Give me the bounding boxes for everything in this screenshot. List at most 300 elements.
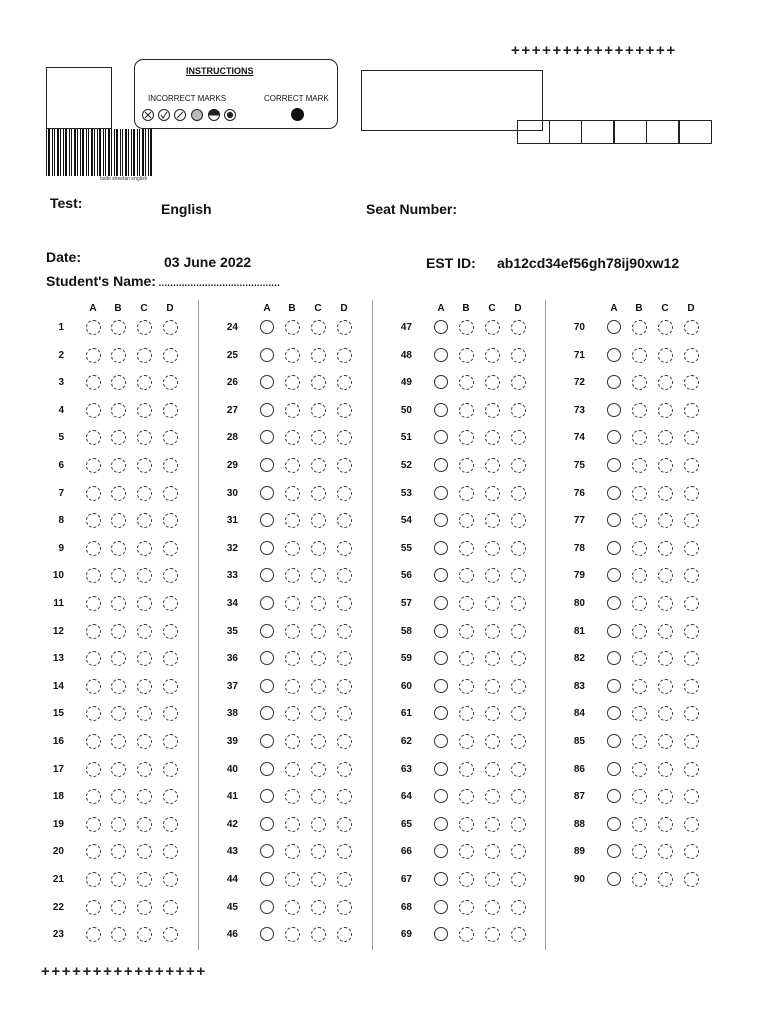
answer-bubble-a[interactable] — [260, 430, 274, 444]
answer-bubble-c[interactable] — [485, 348, 500, 363]
answer-bubble-c[interactable] — [658, 430, 673, 445]
answer-bubble-d[interactable] — [163, 872, 178, 887]
answer-bubble-d[interactable] — [684, 624, 699, 639]
answer-bubble-b[interactable] — [285, 679, 300, 694]
answer-bubble-b[interactable] — [285, 927, 300, 942]
answer-bubble-b[interactable] — [459, 817, 474, 832]
answer-bubble-a[interactable] — [260, 458, 274, 472]
answer-bubble-d[interactable] — [163, 900, 178, 915]
answer-bubble-a[interactable] — [86, 375, 101, 390]
answer-bubble-a[interactable] — [86, 430, 101, 445]
answer-bubble-b[interactable] — [459, 320, 474, 335]
seat-digit-box[interactable] — [549, 120, 582, 144]
answer-bubble-a[interactable] — [86, 762, 101, 777]
answer-bubble-b[interactable] — [111, 486, 126, 501]
answer-bubble-d[interactable] — [337, 789, 352, 804]
answer-bubble-b[interactable] — [459, 596, 474, 611]
answer-bubble-c[interactable] — [485, 706, 500, 721]
answer-bubble-c[interactable] — [311, 817, 326, 832]
answer-bubble-b[interactable] — [459, 541, 474, 556]
answer-bubble-b[interactable] — [285, 320, 300, 335]
answer-bubble-c[interactable] — [137, 430, 152, 445]
answer-bubble-a[interactable] — [260, 789, 274, 803]
answer-bubble-d[interactable] — [684, 513, 699, 528]
answer-bubble-d[interactable] — [337, 375, 352, 390]
answer-bubble-a[interactable] — [434, 348, 448, 362]
answer-bubble-a[interactable] — [260, 568, 274, 582]
answer-bubble-c[interactable] — [137, 458, 152, 473]
answer-bubble-c[interactable] — [311, 900, 326, 915]
answer-bubble-d[interactable] — [337, 430, 352, 445]
answer-bubble-a[interactable] — [86, 486, 101, 501]
answer-bubble-c[interactable] — [137, 348, 152, 363]
answer-bubble-c[interactable] — [485, 541, 500, 556]
answer-bubble-a[interactable] — [434, 568, 448, 582]
answer-bubble-b[interactable] — [459, 900, 474, 915]
answer-bubble-b[interactable] — [111, 872, 126, 887]
answer-bubble-c[interactable] — [485, 624, 500, 639]
answer-bubble-c[interactable] — [311, 762, 326, 777]
answer-bubble-d[interactable] — [684, 706, 699, 721]
answer-bubble-b[interactable] — [632, 844, 647, 859]
answer-bubble-c[interactable] — [137, 706, 152, 721]
answer-bubble-c[interactable] — [485, 320, 500, 335]
answer-bubble-d[interactable] — [163, 927, 178, 942]
answer-bubble-d[interactable] — [163, 486, 178, 501]
answer-bubble-b[interactable] — [459, 679, 474, 694]
answer-bubble-c[interactable] — [137, 375, 152, 390]
answer-bubble-c[interactable] — [658, 320, 673, 335]
answer-bubble-b[interactable] — [285, 458, 300, 473]
answer-bubble-a[interactable] — [607, 734, 621, 748]
answer-bubble-c[interactable] — [485, 568, 500, 583]
answer-bubble-a[interactable] — [86, 789, 101, 804]
answer-bubble-d[interactable] — [337, 513, 352, 528]
answer-bubble-d[interactable] — [163, 375, 178, 390]
answer-bubble-a[interactable] — [434, 513, 448, 527]
answer-bubble-b[interactable] — [459, 734, 474, 749]
answer-bubble-a[interactable] — [260, 596, 274, 610]
answer-bubble-c[interactable] — [311, 927, 326, 942]
answer-bubble-c[interactable] — [485, 596, 500, 611]
answer-bubble-b[interactable] — [285, 789, 300, 804]
answer-bubble-c[interactable] — [658, 568, 673, 583]
answer-bubble-d[interactable] — [337, 348, 352, 363]
answer-bubble-c[interactable] — [658, 403, 673, 418]
answer-bubble-c[interactable] — [485, 817, 500, 832]
answer-bubble-c[interactable] — [311, 348, 326, 363]
answer-bubble-b[interactable] — [111, 430, 126, 445]
answer-bubble-c[interactable] — [137, 624, 152, 639]
answer-bubble-c[interactable] — [311, 513, 326, 528]
answer-bubble-a[interactable] — [260, 900, 274, 914]
answer-bubble-c[interactable] — [311, 872, 326, 887]
answer-bubble-c[interactable] — [311, 844, 326, 859]
answer-bubble-d[interactable] — [337, 568, 352, 583]
answer-bubble-a[interactable] — [607, 844, 621, 858]
answer-bubble-a[interactable] — [607, 817, 621, 831]
answer-bubble-b[interactable] — [285, 762, 300, 777]
answer-bubble-a[interactable] — [260, 320, 274, 334]
answer-bubble-a[interactable] — [607, 872, 621, 886]
answer-bubble-d[interactable] — [337, 844, 352, 859]
answer-bubble-a[interactable] — [260, 541, 274, 555]
answer-bubble-a[interactable] — [86, 817, 101, 832]
answer-bubble-a[interactable] — [86, 458, 101, 473]
answer-bubble-d[interactable] — [684, 734, 699, 749]
answer-bubble-b[interactable] — [111, 375, 126, 390]
answer-bubble-c[interactable] — [485, 430, 500, 445]
answer-bubble-d[interactable] — [337, 541, 352, 556]
answer-bubble-a[interactable] — [86, 541, 101, 556]
answer-bubble-c[interactable] — [658, 789, 673, 804]
answer-bubble-a[interactable] — [607, 320, 621, 334]
answer-bubble-b[interactable] — [285, 844, 300, 859]
answer-bubble-c[interactable] — [311, 320, 326, 335]
answer-bubble-d[interactable] — [337, 596, 352, 611]
answer-bubble-a[interactable] — [260, 624, 274, 638]
answer-bubble-a[interactable] — [434, 872, 448, 886]
answer-bubble-c[interactable] — [137, 817, 152, 832]
answer-bubble-a[interactable] — [434, 541, 448, 555]
answer-bubble-d[interactable] — [511, 348, 526, 363]
answer-bubble-c[interactable] — [311, 706, 326, 721]
answer-bubble-c[interactable] — [658, 817, 673, 832]
answer-bubble-a[interactable] — [86, 706, 101, 721]
answer-bubble-d[interactable] — [511, 651, 526, 666]
answer-bubble-d[interactable] — [511, 844, 526, 859]
answer-bubble-a[interactable] — [607, 651, 621, 665]
answer-bubble-b[interactable] — [285, 348, 300, 363]
answer-bubble-c[interactable] — [658, 679, 673, 694]
answer-bubble-c[interactable] — [137, 900, 152, 915]
answer-bubble-b[interactable] — [111, 568, 126, 583]
answer-bubble-b[interactable] — [459, 844, 474, 859]
answer-bubble-a[interactable] — [86, 872, 101, 887]
answer-bubble-d[interactable] — [511, 706, 526, 721]
answer-bubble-a[interactable] — [434, 375, 448, 389]
answer-bubble-d[interactable] — [684, 789, 699, 804]
seat-digit-box[interactable] — [581, 120, 614, 144]
answer-bubble-d[interactable] — [684, 458, 699, 473]
answer-bubble-c[interactable] — [137, 651, 152, 666]
answer-bubble-a[interactable] — [260, 679, 274, 693]
answer-bubble-a[interactable] — [260, 762, 274, 776]
answer-bubble-b[interactable] — [632, 458, 647, 473]
answer-bubble-b[interactable] — [111, 320, 126, 335]
answer-bubble-a[interactable] — [607, 513, 621, 527]
answer-bubble-d[interactable] — [163, 403, 178, 418]
answer-bubble-b[interactable] — [111, 596, 126, 611]
answer-bubble-d[interactable] — [511, 817, 526, 832]
answer-bubble-d[interactable] — [684, 486, 699, 501]
answer-bubble-a[interactable] — [86, 624, 101, 639]
answer-bubble-b[interactable] — [632, 348, 647, 363]
answer-bubble-c[interactable] — [137, 541, 152, 556]
answer-bubble-b[interactable] — [111, 900, 126, 915]
answer-bubble-a[interactable] — [434, 651, 448, 665]
answer-bubble-b[interactable] — [111, 651, 126, 666]
answer-bubble-c[interactable] — [311, 486, 326, 501]
answer-bubble-b[interactable] — [459, 513, 474, 528]
answer-bubble-a[interactable] — [86, 900, 101, 915]
answer-bubble-c[interactable] — [311, 541, 326, 556]
answer-bubble-c[interactable] — [137, 320, 152, 335]
answer-bubble-c[interactable] — [658, 596, 673, 611]
answer-bubble-b[interactable] — [459, 927, 474, 942]
answer-bubble-b[interactable] — [285, 430, 300, 445]
answer-bubble-c[interactable] — [137, 596, 152, 611]
answer-bubble-b[interactable] — [285, 872, 300, 887]
answer-bubble-d[interactable] — [163, 734, 178, 749]
answer-bubble-b[interactable] — [632, 596, 647, 611]
answer-bubble-c[interactable] — [137, 568, 152, 583]
answer-bubble-c[interactable] — [485, 844, 500, 859]
answer-bubble-d[interactable] — [337, 458, 352, 473]
answer-bubble-c[interactable] — [658, 706, 673, 721]
answer-bubble-c[interactable] — [311, 679, 326, 694]
answer-bubble-b[interactable] — [111, 403, 126, 418]
answer-bubble-b[interactable] — [285, 403, 300, 418]
answer-bubble-d[interactable] — [163, 706, 178, 721]
answer-bubble-b[interactable] — [111, 513, 126, 528]
answer-bubble-d[interactable] — [163, 541, 178, 556]
answer-bubble-a[interactable] — [607, 568, 621, 582]
answer-bubble-d[interactable] — [684, 817, 699, 832]
answer-bubble-a[interactable] — [260, 844, 274, 858]
student-name-field[interactable]: .......................................... — [158, 273, 280, 289]
answer-bubble-d[interactable] — [684, 348, 699, 363]
answer-bubble-a[interactable] — [86, 513, 101, 528]
answer-bubble-a[interactable] — [607, 375, 621, 389]
answer-bubble-b[interactable] — [285, 568, 300, 583]
answer-bubble-d[interactable] — [511, 734, 526, 749]
answer-bubble-d[interactable] — [337, 486, 352, 501]
answer-bubble-c[interactable] — [658, 651, 673, 666]
answer-bubble-a[interactable] — [86, 320, 101, 335]
seat-digit-box[interactable] — [614, 120, 647, 144]
answer-bubble-b[interactable] — [459, 706, 474, 721]
answer-bubble-d[interactable] — [337, 927, 352, 942]
answer-bubble-d[interactable] — [337, 403, 352, 418]
answer-bubble-b[interactable] — [632, 872, 647, 887]
answer-bubble-b[interactable] — [111, 927, 126, 942]
answer-bubble-b[interactable] — [111, 624, 126, 639]
answer-bubble-a[interactable] — [86, 348, 101, 363]
answer-bubble-d[interactable] — [337, 872, 352, 887]
answer-bubble-b[interactable] — [285, 513, 300, 528]
answer-bubble-d[interactable] — [337, 651, 352, 666]
answer-bubble-a[interactable] — [607, 679, 621, 693]
answer-bubble-c[interactable] — [658, 844, 673, 859]
answer-bubble-d[interactable] — [163, 789, 178, 804]
answer-bubble-d[interactable] — [511, 403, 526, 418]
answer-bubble-d[interactable] — [511, 872, 526, 887]
answer-bubble-b[interactable] — [632, 789, 647, 804]
answer-bubble-b[interactable] — [632, 734, 647, 749]
answer-bubble-b[interactable] — [632, 486, 647, 501]
answer-bubble-a[interactable] — [260, 872, 274, 886]
answer-bubble-b[interactable] — [285, 651, 300, 666]
answer-bubble-b[interactable] — [459, 568, 474, 583]
answer-bubble-b[interactable] — [632, 624, 647, 639]
answer-bubble-a[interactable] — [260, 734, 274, 748]
answer-bubble-a[interactable] — [434, 844, 448, 858]
answer-bubble-a[interactable] — [434, 486, 448, 500]
answer-bubble-d[interactable] — [337, 900, 352, 915]
answer-bubble-b[interactable] — [285, 734, 300, 749]
answer-bubble-c[interactable] — [311, 596, 326, 611]
answer-bubble-a[interactable] — [434, 624, 448, 638]
answer-bubble-a[interactable] — [260, 403, 274, 417]
answer-bubble-a[interactable] — [260, 651, 274, 665]
answer-bubble-d[interactable] — [684, 679, 699, 694]
answer-bubble-b[interactable] — [285, 900, 300, 915]
answer-bubble-d[interactable] — [511, 375, 526, 390]
answer-bubble-b[interactable] — [632, 706, 647, 721]
seat-digit-box[interactable] — [517, 120, 550, 144]
answer-bubble-c[interactable] — [137, 927, 152, 942]
answer-bubble-c[interactable] — [137, 513, 152, 528]
answer-bubble-d[interactable] — [684, 651, 699, 666]
answer-bubble-b[interactable] — [285, 624, 300, 639]
answer-bubble-b[interactable] — [459, 624, 474, 639]
answer-bubble-b[interactable] — [632, 430, 647, 445]
answer-bubble-a[interactable] — [86, 596, 101, 611]
answer-bubble-c[interactable] — [311, 651, 326, 666]
answer-bubble-d[interactable] — [684, 844, 699, 859]
answer-bubble-c[interactable] — [485, 679, 500, 694]
answer-bubble-c[interactable] — [485, 513, 500, 528]
answer-bubble-a[interactable] — [434, 706, 448, 720]
answer-bubble-a[interactable] — [607, 789, 621, 803]
answer-bubble-c[interactable] — [658, 734, 673, 749]
answer-bubble-d[interactable] — [337, 320, 352, 335]
answer-bubble-b[interactable] — [285, 596, 300, 611]
answer-bubble-d[interactable] — [163, 844, 178, 859]
answer-bubble-a[interactable] — [434, 900, 448, 914]
answer-bubble-a[interactable] — [86, 403, 101, 418]
answer-bubble-b[interactable] — [285, 706, 300, 721]
answer-bubble-a[interactable] — [607, 596, 621, 610]
answer-bubble-d[interactable] — [337, 817, 352, 832]
answer-bubble-c[interactable] — [485, 734, 500, 749]
answer-bubble-d[interactable] — [511, 596, 526, 611]
answer-bubble-b[interactable] — [459, 430, 474, 445]
answer-bubble-c[interactable] — [137, 486, 152, 501]
answer-bubble-d[interactable] — [511, 789, 526, 804]
answer-bubble-d[interactable] — [163, 513, 178, 528]
answer-bubble-d[interactable] — [684, 320, 699, 335]
answer-bubble-b[interactable] — [459, 486, 474, 501]
answer-bubble-b[interactable] — [632, 403, 647, 418]
answer-bubble-a[interactable] — [86, 844, 101, 859]
answer-bubble-d[interactable] — [163, 568, 178, 583]
answer-bubble-b[interactable] — [632, 541, 647, 556]
answer-bubble-c[interactable] — [311, 789, 326, 804]
answer-bubble-c[interactable] — [658, 458, 673, 473]
answer-bubble-d[interactable] — [163, 458, 178, 473]
answer-bubble-b[interactable] — [632, 568, 647, 583]
answer-bubble-c[interactable] — [485, 872, 500, 887]
answer-bubble-d[interactable] — [163, 762, 178, 777]
answer-bubble-a[interactable] — [607, 348, 621, 362]
answer-bubble-c[interactable] — [137, 844, 152, 859]
answer-bubble-c[interactable] — [485, 458, 500, 473]
answer-bubble-b[interactable] — [285, 486, 300, 501]
answer-bubble-d[interactable] — [511, 762, 526, 777]
answer-bubble-a[interactable] — [434, 430, 448, 444]
answer-bubble-a[interactable] — [607, 762, 621, 776]
answer-bubble-a[interactable] — [434, 817, 448, 831]
answer-bubble-a[interactable] — [607, 430, 621, 444]
answer-bubble-c[interactable] — [485, 762, 500, 777]
answer-bubble-a[interactable] — [434, 403, 448, 417]
answer-bubble-c[interactable] — [137, 789, 152, 804]
answer-bubble-b[interactable] — [111, 762, 126, 777]
answer-bubble-d[interactable] — [163, 430, 178, 445]
answer-bubble-d[interactable] — [337, 706, 352, 721]
answer-bubble-c[interactable] — [658, 541, 673, 556]
answer-bubble-d[interactable] — [684, 375, 699, 390]
answer-bubble-b[interactable] — [632, 513, 647, 528]
answer-bubble-d[interactable] — [684, 596, 699, 611]
answer-bubble-c[interactable] — [485, 651, 500, 666]
answer-bubble-a[interactable] — [86, 927, 101, 942]
answer-bubble-b[interactable] — [459, 789, 474, 804]
answer-bubble-d[interactable] — [511, 486, 526, 501]
answer-bubble-c[interactable] — [485, 927, 500, 942]
answer-bubble-d[interactable] — [337, 762, 352, 777]
answer-bubble-b[interactable] — [285, 375, 300, 390]
answer-bubble-a[interactable] — [607, 486, 621, 500]
answer-bubble-d[interactable] — [511, 458, 526, 473]
answer-bubble-c[interactable] — [311, 375, 326, 390]
answer-bubble-d[interactable] — [511, 927, 526, 942]
answer-bubble-c[interactable] — [311, 403, 326, 418]
answer-bubble-a[interactable] — [260, 706, 274, 720]
answer-bubble-b[interactable] — [111, 817, 126, 832]
seat-digit-box[interactable] — [679, 120, 712, 144]
answer-bubble-d[interactable] — [511, 900, 526, 915]
answer-bubble-c[interactable] — [658, 872, 673, 887]
answer-bubble-d[interactable] — [511, 513, 526, 528]
answer-bubble-c[interactable] — [311, 458, 326, 473]
answer-bubble-c[interactable] — [485, 486, 500, 501]
answer-bubble-d[interactable] — [511, 568, 526, 583]
answer-bubble-d[interactable] — [684, 762, 699, 777]
answer-bubble-d[interactable] — [511, 320, 526, 335]
answer-bubble-b[interactable] — [111, 789, 126, 804]
answer-bubble-a[interactable] — [607, 541, 621, 555]
answer-bubble-d[interactable] — [163, 320, 178, 335]
answer-bubble-c[interactable] — [137, 734, 152, 749]
answer-bubble-a[interactable] — [86, 568, 101, 583]
answer-bubble-a[interactable] — [607, 458, 621, 472]
answer-bubble-d[interactable] — [163, 817, 178, 832]
answer-bubble-b[interactable] — [632, 817, 647, 832]
answer-bubble-c[interactable] — [658, 348, 673, 363]
answer-bubble-a[interactable] — [260, 375, 274, 389]
answer-bubble-c[interactable] — [658, 624, 673, 639]
answer-bubble-a[interactable] — [86, 651, 101, 666]
answer-bubble-a[interactable] — [607, 624, 621, 638]
answer-bubble-c[interactable] — [485, 375, 500, 390]
answer-bubble-b[interactable] — [111, 706, 126, 721]
answer-bubble-b[interactable] — [285, 541, 300, 556]
answer-bubble-c[interactable] — [485, 403, 500, 418]
answer-bubble-d[interactable] — [684, 568, 699, 583]
